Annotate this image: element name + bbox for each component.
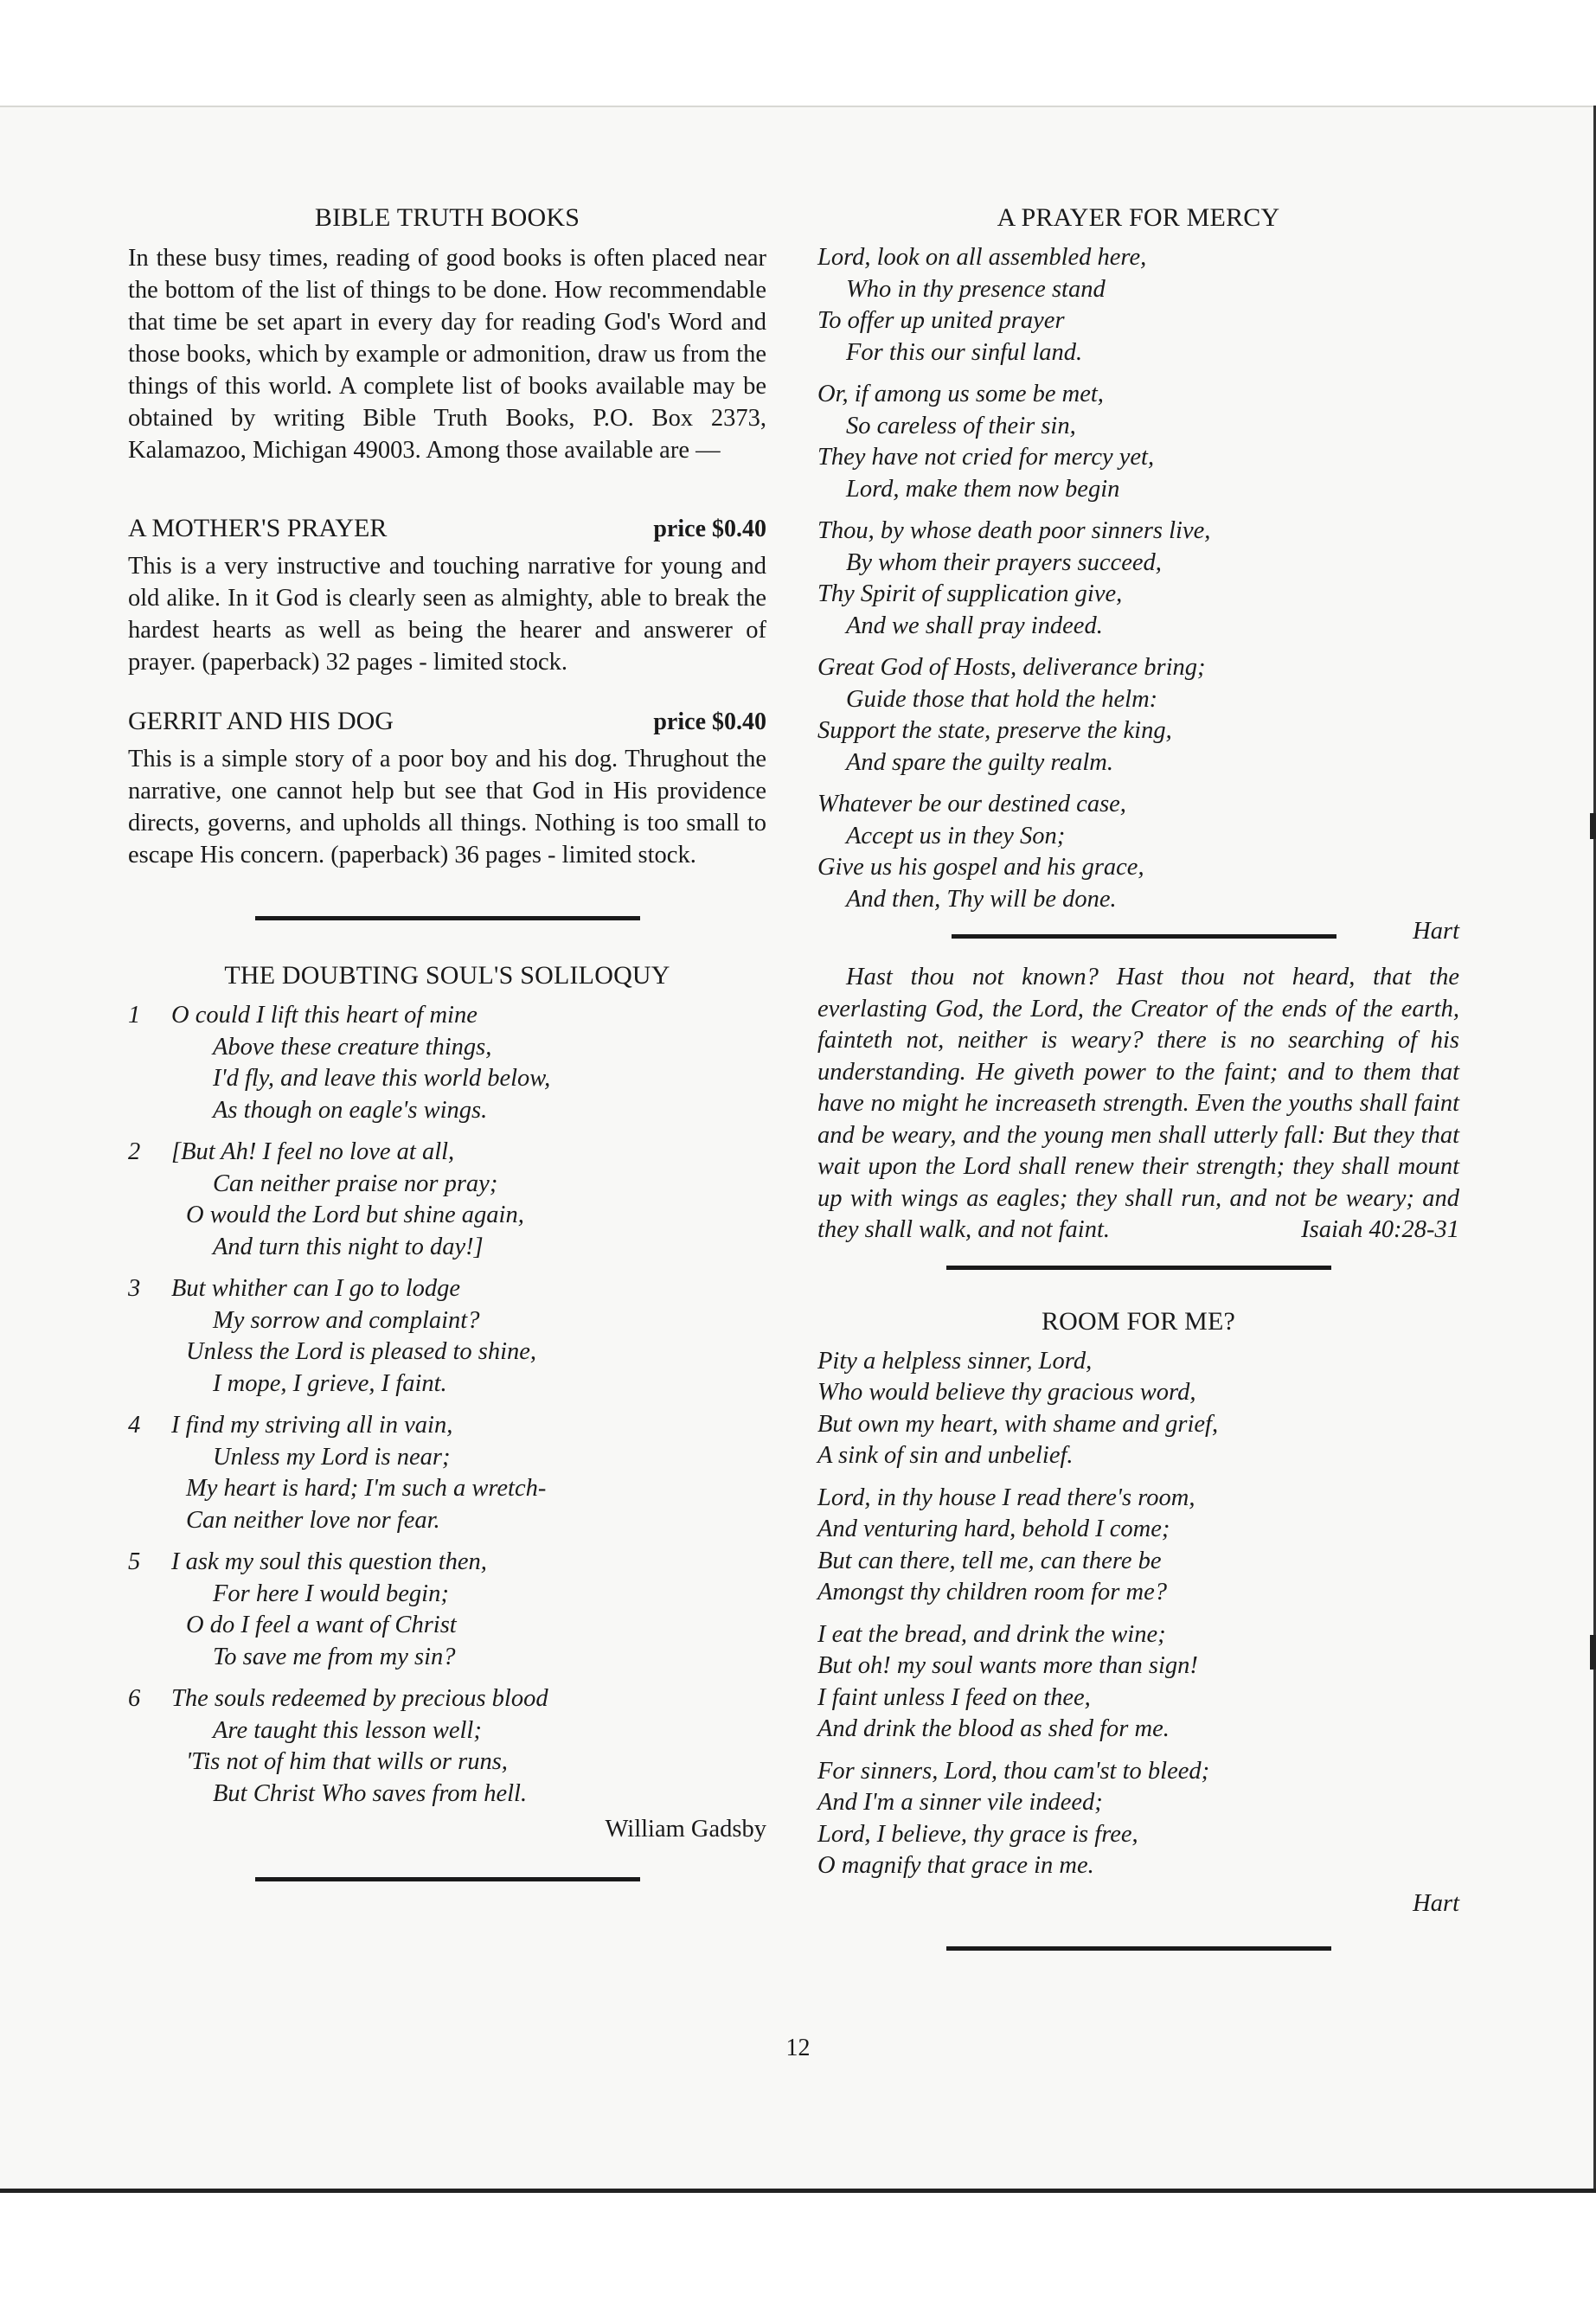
- poem-line: O magnify that grace in me.: [817, 1852, 1094, 1879]
- poem-line: Lord, in thy house I read there's room,: [817, 1484, 1195, 1511]
- poem-line: Great God of Hosts, deliverance bring;: [817, 654, 1206, 681]
- section-title: BIBLE TRUTH BOOKS: [314, 203, 580, 232]
- poem-title: ROOM FOR ME?: [1041, 1306, 1236, 1336]
- stanza-number: 2: [128, 1138, 141, 1165]
- stanza: [817, 1756, 1459, 1882]
- poem-line: And we shall pray indeed.: [846, 612, 1103, 639]
- stanza: [128, 1137, 766, 1263]
- poem-line: I find my striving all in vain,: [171, 1412, 453, 1439]
- poem-line: And spare the guilty realm.: [846, 748, 1113, 776]
- page-bottom-border: [0, 2189, 1596, 2193]
- stanza: [128, 1000, 766, 1126]
- scripture-body: Hast thou not known? Hast thou not heard, that the everlasting God, the Lord, the Creator of the ends of the earth, fainteth not, neither is weary? there is no searching of his understanding. He giveth power to the faint; and to them that have no might he increaseth strength. Even the youths shall faint and be weary, and the young men shall utterly fall: But they that wait upon the Lord shall renew their strength; they shall mount up with wings as eagles; they shall run, and not be weary; and they shall walk, and not faint.: [817, 964, 1459, 1243]
- poem-line: Whatever be our destined case,: [817, 791, 1126, 817]
- poem-line: To offer up united prayer: [817, 307, 1065, 334]
- book-header: [128, 704, 766, 740]
- poem-line: And drink the blood as shed for me.: [817, 1715, 1170, 1742]
- poem-line: So careless of their sin,: [846, 412, 1076, 439]
- stanza: [817, 516, 1459, 642]
- poem-line: Unless the Lord is pleased to shine,: [186, 1338, 537, 1365]
- stanza-number: 1: [128, 1002, 141, 1029]
- poem-line: My sorrow and complaint?: [213, 1306, 480, 1334]
- poem-line: To save me from my sin?: [213, 1643, 456, 1670]
- edge-mark: [1590, 1635, 1596, 1670]
- divider-rule: [255, 916, 640, 920]
- poem-author: William Gadsby: [605, 1816, 766, 1843]
- soliloquy-poem: [128, 958, 766, 1846]
- poem-line: [But Ah! I feel no love at all,: [171, 1138, 455, 1165]
- poem-line: But can there, tell me, can there be: [817, 1547, 1162, 1574]
- stanza: [817, 1346, 1459, 1472]
- poem-line: By whom their prayers succeed,: [846, 548, 1162, 576]
- intro-paragraph: In these busy times, reading of good books is often placed near the bottom of the list of things to be done. How recommendable that time be set apart in every day for reading God's Word and those books, which by example or admonition, draw us from the things of this world. A complete list of books available may be obtained by writing Bible Truth Books, P.O. Box 2373, Kalamazoo, Michigan 49003. Among those available are —: [128, 245, 766, 464]
- divider-rule: [946, 1266, 1331, 1270]
- poem-line: Pity a helpless sinner, Lord,: [817, 1347, 1093, 1375]
- poem-line: O could I lift this heart of mine: [171, 1002, 478, 1029]
- left-column: [128, 201, 766, 1881]
- poem-line: A sink of sin and unbelief.: [817, 1442, 1074, 1469]
- poem-line: Guide those that hold the helm:: [846, 685, 1158, 713]
- poem-line: I eat the bread, and drink the wine;: [817, 1620, 1166, 1648]
- poem-line: For here I would begin;: [213, 1580, 449, 1607]
- poem-line: And then, Thy will be done.: [846, 885, 1117, 913]
- stanza-number: 4: [128, 1412, 141, 1439]
- stanza: [817, 1619, 1459, 1746]
- poem-line: But oh! my soul wants more than sign!: [817, 1652, 1198, 1679]
- poem-line: Or, if among us some be met,: [817, 381, 1104, 407]
- book-title: GERRIT AND HIS DOG: [128, 707, 394, 735]
- poem-line: Amongst thy children room for me?: [817, 1579, 1167, 1606]
- poem-line: Thy Spirit of supplication give,: [817, 580, 1123, 607]
- poem-line: And turn this night to day!]: [213, 1233, 484, 1260]
- stanza: [128, 1683, 766, 1810]
- poem-line: I'd fly, and leave this world below,: [213, 1065, 551, 1092]
- poem-line: My heart is hard; I'm such a wretch-: [186, 1475, 547, 1502]
- poem-line: I mope, I grieve, I faint.: [213, 1369, 447, 1397]
- poem-line: And I'm a sinner vile indeed;: [817, 1789, 1103, 1816]
- divider-rule: [255, 1877, 640, 1881]
- stanza-number: 3: [128, 1275, 141, 1302]
- scripture-reference: Isaiah 40:28-31: [1301, 1216, 1459, 1243]
- poem-line: They have not cried for mercy yet,: [817, 444, 1155, 471]
- stanza: [817, 789, 1459, 915]
- poem-line: I faint unless I feed on thee,: [817, 1683, 1091, 1711]
- divider-rule: [946, 1946, 1331, 1951]
- poem-line: As though on eagle's wings.: [213, 1096, 488, 1124]
- poem-line: 'Tis not of him that wills or runs,: [186, 1748, 508, 1775]
- book-header: [128, 511, 766, 547]
- poem-line: O would the Lord but shine again,: [186, 1202, 524, 1228]
- page-number: 12: [785, 2035, 811, 2061]
- book-description: This is a very instructive and touching narrative for young and old alike. In it God is clearly seen as almighty, able to break the hardest hearts as well as being the hearer and answerer of prayer. (paperback) 32 pages - limited stock.: [128, 553, 766, 676]
- scripture-text: [817, 962, 1459, 1247]
- stanza: [817, 1483, 1459, 1609]
- edge-mark: [1590, 813, 1596, 839]
- poem-author: Hart: [1413, 1889, 1459, 1917]
- poem-line: And venturing hard, behold I come;: [817, 1516, 1170, 1542]
- poem-line: Above these creature things,: [213, 1033, 492, 1061]
- stanza-number: 5: [128, 1548, 141, 1575]
- divider-rule: [952, 934, 1336, 939]
- stanza: [817, 242, 1459, 369]
- stanza: [128, 1410, 766, 1536]
- poem-line: Who in thy presence stand: [846, 275, 1106, 303]
- book-price: price $0.40: [653, 516, 766, 542]
- poem-line: Can neither praise nor pray;: [213, 1170, 498, 1197]
- poem-title: THE DOUBTING SOUL'S SOLILOQUY: [224, 961, 670, 990]
- poem-line: Thou, by whose death poor sinners live,: [817, 517, 1211, 544]
- poem-line: Lord, I believe, thy grace is free,: [817, 1820, 1138, 1848]
- poem-line: The souls redeemed by precious blood: [171, 1685, 548, 1712]
- bible-truth-books-section: [128, 201, 766, 466]
- poem-line: Lord, look on all assembled here,: [817, 244, 1147, 271]
- poem-line: Lord, make them now begin: [846, 475, 1120, 503]
- prayer-for-mercy-poem: [817, 201, 1459, 950]
- poem-line: O do I feel a want of Christ: [186, 1612, 457, 1638]
- poem-line: Accept us in they Son;: [846, 822, 1066, 849]
- stanza: [128, 1547, 766, 1673]
- stanza: [817, 379, 1459, 505]
- poem-line: Support the state, preserve the king,: [817, 717, 1172, 744]
- poem-line: But whither can I go to lodge: [171, 1275, 461, 1302]
- book-title: A MOTHER'S PRAYER: [128, 514, 388, 542]
- book-item: [128, 511, 766, 678]
- poem-line: But Christ Who saves from hell.: [213, 1779, 528, 1807]
- poem-author: Hart: [1413, 918, 1459, 945]
- poem-line: Unless my Lord is near;: [213, 1443, 451, 1471]
- book-price: price $0.40: [653, 708, 766, 735]
- poem-line: Can neither love nor fear.: [186, 1506, 440, 1534]
- scripture-passage: [817, 962, 1459, 1247]
- poem-line: But own my heart, with shame and grief,: [817, 1410, 1219, 1438]
- stanza: [128, 1273, 766, 1400]
- room-for-me-poem: [817, 1304, 1459, 1920]
- poem-line: Are taught this lesson well;: [213, 1716, 482, 1744]
- right-column: [817, 201, 1459, 1951]
- poem-line: I ask my soul this question then,: [171, 1548, 487, 1575]
- poem-line: For sinners, Lord, thou cam'st to bleed;: [817, 1757, 1210, 1785]
- poem-title: A PRAYER FOR MERCY: [997, 203, 1280, 232]
- book-item: [128, 704, 766, 871]
- stanza-number: 6: [128, 1685, 141, 1712]
- poem-line: Give us his gospel and his grace,: [817, 854, 1144, 881]
- poem-line: For this our sinful land.: [846, 338, 1083, 366]
- stanza: [817, 652, 1459, 779]
- book-description: This is a simple story of a poor boy and his dog. Thrughout the narrative, one cannot help but see that God in His providence directs, governs, and upholds all things. Nothing is too small to escape His concern. (paperback) 36 pages - limited stock.: [128, 746, 766, 868]
- poem-line: Who would believe thy gracious word,: [817, 1379, 1196, 1406]
